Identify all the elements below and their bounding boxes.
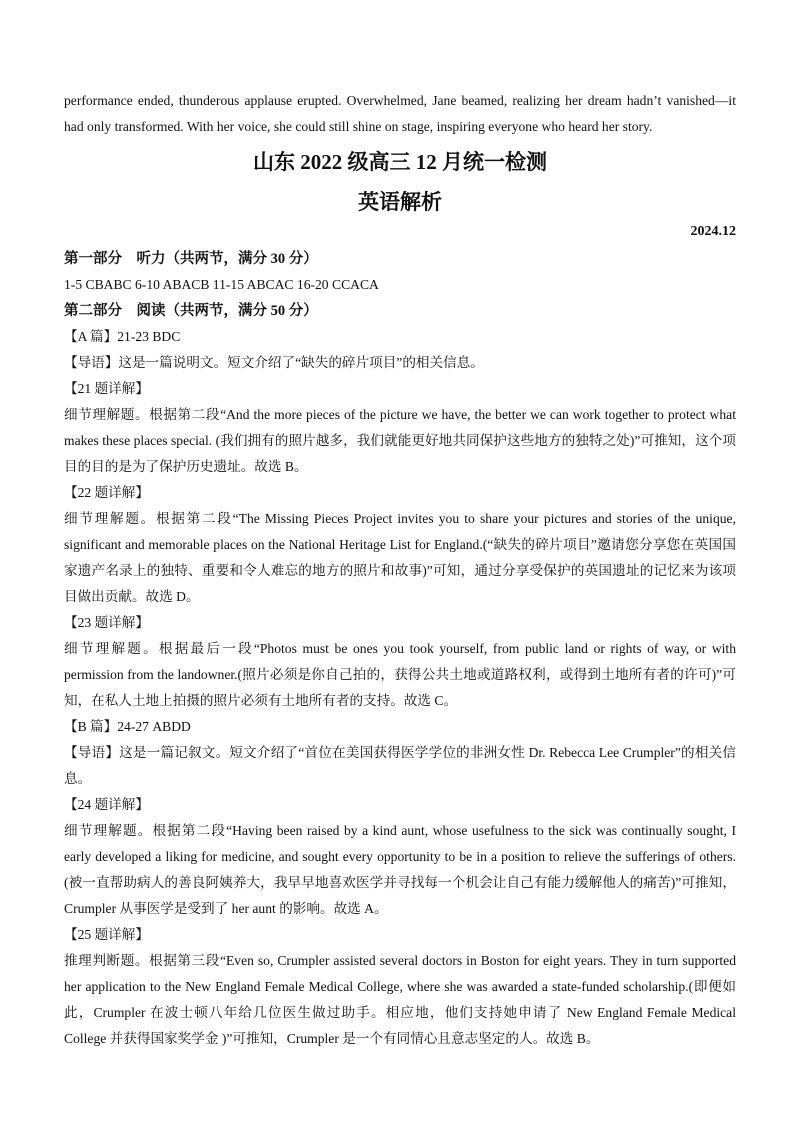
- q23-text: 细节理解题。根据最后一段“Photos must be ones you took yourself, from public land or rights of way, or with permission from the landowner.(照片必须是你自己拍的，获得公共土地或道路权利，或得到土地所有者的许可)”可知，在私人土地上拍摄的照片必须有土地所有者的支持。故选 C。: [64, 641, 736, 708]
- q22-label: 【22 题详解】: [64, 485, 149, 500]
- intro-paragraph: [64, 88, 736, 140]
- b-guide: 【导语】这是一篇记叙文。短文介绍了“首位在美国获得医学学位的非洲女性 Dr. Rebecca Lee Crumpler”的相关信息。: [64, 745, 736, 786]
- q23-label: 【23 题详解】: [64, 615, 149, 630]
- date: 2024.12: [690, 224, 736, 239]
- b-label: 【B 篇】24-27 ABDD: [64, 719, 191, 734]
- a-guide: 【导语】这是一篇说明文。短文介绍了“缺失的碎片项目”的相关信息。: [64, 355, 484, 370]
- part1-answers: 1-5 CBABC 6-10 ABACB 11-15 ABCAC 16-20 CCACA: [64, 277, 379, 292]
- q21-text: 细节理解题。根据第二段“And the more pieces of the picture we have, the better we can work together to protect what makes these places special. (我们拥有的照片越多，我们就能更好地共同保护这些地方的独特之处)”可推知，这个项目的目的是为了保护历史遗址。故选 B。: [64, 407, 736, 474]
- q21-label: 【21 题详解】: [64, 381, 149, 396]
- q25-label: 【25 题详解】: [64, 927, 149, 942]
- answer-body: [64, 246, 736, 1052]
- part2-heading: 第二部分 阅读（共两节，满分 50 分）: [64, 303, 318, 319]
- part1-heading: 第一部分 听力（共两节，满分 30 分）: [64, 251, 318, 267]
- q22-text: 细节理解题。根据第二段“The Missing Pieces Project invites you to share your pictures and stories of the unique, significant and memorable places on the National Heritage List for England.(“缺失的碎片项目”邀请您分享您在英国国家遗产名录上的独特、重要和令人难忘的地方的照片和故事)”可知，通过分享受保护的英国遗址的记忆来为该项目做出贡献。故选 D。: [64, 511, 736, 604]
- intro-text: performance ended, thunderous applause erupted. Overwhelmed, Jane beamed, realizing her dream hadn’t vanished—it had only transformed. With her voice, she could still shine on stage, inspiring everyone who heard her story.: [64, 93, 736, 134]
- q24-label: 【24 题详解】: [64, 797, 149, 812]
- q25-text: 推理判断题。根据第三段“Even so, Crumpler assisted several doctors in Boston for eight years. They in turn supported her application to the New England Female Medical College, where she was awarded a state-funded scholarship.(即便如此，Crumpler 在波士顿八年给几位医生做过助手。相应地，他们支持她申请了 New England Female Medical College 并获得国家奖学金 )”可推知，Crumpler 是一个有同情心且意志坚定的人。故选 B。: [64, 953, 736, 1046]
- q24-text: 细节理解题。根据第二段“Having been raised by a kind aunt, whose usefulness to the sick was continually sought, I early developed a liking for medicine, and sought every opportunity to be in a position to relieve the sufferings of others.(被一直帮助病人的善良阿姨养大，我早早地喜欢医学并寻找每一个机会让自己有能力缓解他人的痛苦)”可推知，Crumpler 从事医学是受到了 her aunt 的影响。故选 A。: [64, 823, 736, 916]
- page-subtitle: 英语解析: [358, 190, 442, 214]
- page-title: 山东 2022 级高三 12 月统一检测: [253, 150, 547, 174]
- a-label: 【A 篇】21-23 BDC: [64, 329, 181, 344]
